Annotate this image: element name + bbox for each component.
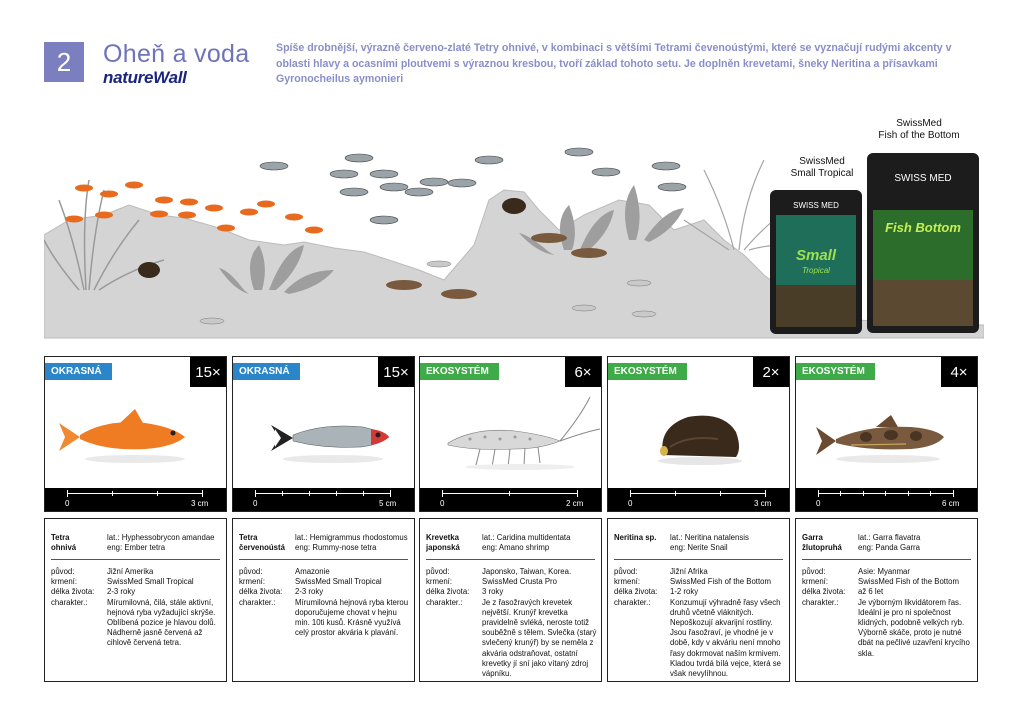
- scale-min-label: 0: [816, 499, 821, 508]
- category-tag: EKOSYSTÉM: [796, 363, 875, 380]
- species-name: Tetra ohnivá: [51, 533, 77, 553]
- svg-text:Tropical: Tropical: [802, 266, 830, 275]
- amano-shrimp-image: [420, 387, 601, 487]
- species-info: [44, 518, 227, 682]
- count-badge: 15×: [190, 357, 226, 387]
- species-description: Mírumilovná, čilá, stále aktivní, hejnová ryba vyžadující skrýše. Oblíbená pozice je hlavou dolů. Nádherně jasně červená až cihlově červená tetra.: [107, 597, 216, 648]
- species-latin: lat.: Hemigrammus rhodostomus eng: Rummy-nose tetra: [295, 533, 408, 553]
- species-latin: lat.: Caridina multidentata eng: Amano shrimp: [482, 533, 571, 553]
- product-pack-small-tropical: [770, 190, 862, 334]
- product-label-line: Small Tropical: [790, 168, 854, 179]
- species-latin: lat.: Garra flavatra eng: Panda Garra: [858, 533, 921, 553]
- species-info: [419, 518, 602, 682]
- scale-max-label: 6 cm: [942, 499, 960, 508]
- nerite-snail-image: [608, 387, 789, 487]
- ember-tetra-image: [45, 387, 226, 487]
- svg-text:SWISS MED: SWISS MED: [793, 201, 839, 210]
- species-name: Garra žlutopruhá: [802, 533, 842, 553]
- info-keys: původ: krmení: délka života: charakter.:: [51, 567, 95, 607]
- category-tag: EKOSYSTÉM: [420, 363, 499, 380]
- info-values: Japonsko, Taiwan, Korea. SwissMed Crusta Pro 3 roky Je z řasožravých krevetek největší. Krunýř krevetka pravidelně svléká, neroste totiž souběžně s tělem. Svlečka (starý svlečený krunýř) by se neměla z akvária odstraňovat, ostatní krevetky jí sní jako vítaný zdroj vápníku.: [482, 567, 600, 679]
- info-keys: původ: krmení: délka života: charakter.:: [802, 567, 846, 607]
- scale-bar: [233, 488, 414, 511]
- info-values: Jižní Amerika SwissMed Small Tropical 2-3 roky Mírumilovná, čilá, stále aktivní, hejnová ryba vyžadující skrýše. Oblíbená pozice je hlavou dolů. Nádherně jasně červená až cihlově červená tetra.: [107, 567, 225, 649]
- aquascape-illustration: [44, 120, 984, 340]
- count-badge: 6×: [565, 357, 601, 387]
- species-name: Krevetka japonská: [426, 533, 460, 553]
- species-info: [607, 518, 790, 682]
- category-tag: OKRASNÁ: [233, 363, 300, 380]
- info-keys: původ: krmení: délka života: charakter.:: [426, 567, 470, 607]
- species-description: Je výborným likvidátorem řas. Ideální je pro ni společnost klidných, podobně velkých ryb. Výborně skáče, proto je nutné dbát na pečlivé uzavření krycího skla.: [858, 597, 970, 658]
- info-keys: původ: krmení: délka života: charakter.:: [239, 567, 283, 607]
- page-title: Oheň a voda: [103, 40, 250, 68]
- info-values: Jižní Afrika SwissMed Fish of the Bottom 1-2 roky Konzumují výhradně řasy všech druhů včetně vláknitých. Nepoškozují akvarijní rostliny. Jsou řasožraví, je vhodné je v době, kdy v akváriu není mnoho řasy dokrmovat naším krmivem. Kladou tvrdá bílá vejce, která se však nevylíhnou.: [670, 567, 788, 679]
- info-values: Asie: Myanmar SwissMed Fish of the Bottom až 6 let Je výborným likvidátorem řas. Ideální je pro ni společnost klidných, podobně velkých ryb. Výborně skáče, proto je nutné dbát na pečlivé uzavření krycího skla.: [858, 567, 976, 659]
- scale-bar: [45, 488, 226, 511]
- count-badge: 4×: [941, 357, 977, 387]
- scale-min-label: 0: [253, 499, 258, 508]
- species-card: [44, 356, 227, 512]
- species-card: [607, 356, 790, 512]
- product-label-fish-of-the-bottom: [871, 118, 967, 142]
- product-label-small-tropical: [782, 156, 862, 180]
- category-tag: OKRASNÁ: [45, 363, 112, 380]
- panda-garra-image: [796, 387, 977, 487]
- scale-max-label: 2 cm: [566, 499, 584, 508]
- species-card: [419, 356, 602, 512]
- svg-text:Fish Bottom: Fish Bottom: [885, 220, 961, 235]
- scale-min-label: 0: [65, 499, 70, 508]
- product-pack-fish-of-the-bottom: [867, 153, 979, 333]
- species-description: Je z řasožravých krevetek největší. Krunýř krevetka pravidelně svléká, neroste totiž souběžně s tělem. Svlečka (starý svlečený krunýř) by se neměla z akvária odstraňovat, ostatní krevetky jí sní jako vítaný zdroj vápníku.: [482, 597, 597, 679]
- brand-text: natureWa: [103, 68, 178, 87]
- species-info: [795, 518, 978, 682]
- brand-text-end: ll: [177, 68, 187, 87]
- product-label-line: SwissMed: [896, 118, 942, 129]
- species-cards: [44, 356, 980, 512]
- rummy-nose-tetra-image: [233, 387, 414, 487]
- scale-max-label: 5 cm: [379, 499, 397, 508]
- species-card: [232, 356, 415, 512]
- scale-bar: [608, 488, 789, 511]
- intro-text: Spíše drobnější, výrazně červeno-zlaté Tetry ohnivé, v kombinaci s většími Tetrami čevenoústými, které se vyznačují rudými akcenty v oblasti hlavy a ocasními ploutvemi s výraznou kresbou, tvoří základ tohoto setu. Je doplněn krevetami, šneky Neritina a přísavkami Gyronocheilus aymonieri: [276, 42, 952, 85]
- species-description: Konzumují výhradně řasy všech druhů včetně vláknitých. Nepoškozují akvarijní rostliny. Jsou řasožraví, je vhodné je v době, kdy v akváriu není mnoho řasy dokrmovat naším krmivem. Kladou tvrdá bílá vejce, která se však nevylíhnou.: [670, 597, 781, 679]
- species-description: Mírumilovná hejnová ryba kterou doporučujeme chovat v hejnu min. 10ti kusů. Krásně využívá celý prostor akvária k plavání.: [295, 597, 409, 638]
- category-tag: EKOSYSTÉM: [608, 363, 687, 380]
- species-latin: lat.: Neritina natalensis eng: Nerite Snail: [670, 533, 749, 553]
- scale-min-label: 0: [628, 499, 633, 508]
- info-values: Amazonie SwissMed Small Tropical 2-3 roky Mírumilovná hejnová ryba kterou doporučujeme chovat v hejnu min. 10ti kusů. Krásně využívá celý prostor akvária k plavání.: [295, 567, 413, 638]
- scale-bar: [420, 488, 601, 511]
- scale-max-label: 3 cm: [191, 499, 209, 508]
- svg-text:Small: Small: [795, 247, 837, 264]
- section-number: 2: [44, 42, 84, 82]
- species-info-panels: [44, 518, 980, 682]
- scale-min-label: 0: [440, 499, 445, 508]
- species-name: Tetra červenoústá: [239, 533, 285, 553]
- svg-text:SWISS MED: SWISS MED: [894, 173, 952, 184]
- product-label-line: Fish of the Bottom: [878, 130, 960, 141]
- scale-bar: [796, 488, 977, 511]
- info-keys: původ: krmení: délka života: charakter.:: [614, 567, 658, 607]
- brand-logo: [103, 68, 187, 88]
- count-badge: 15×: [378, 357, 414, 387]
- species-name: Neritina sp.: [614, 533, 657, 542]
- scale-max-label: 3 cm: [754, 499, 772, 508]
- species-card: [795, 356, 978, 512]
- product-label-line: SwissMed: [799, 156, 845, 167]
- count-badge: 2×: [753, 357, 789, 387]
- species-latin: lat.: Hyphessobrycon amandae eng: Ember tetra: [107, 533, 215, 553]
- species-info: [232, 518, 415, 682]
